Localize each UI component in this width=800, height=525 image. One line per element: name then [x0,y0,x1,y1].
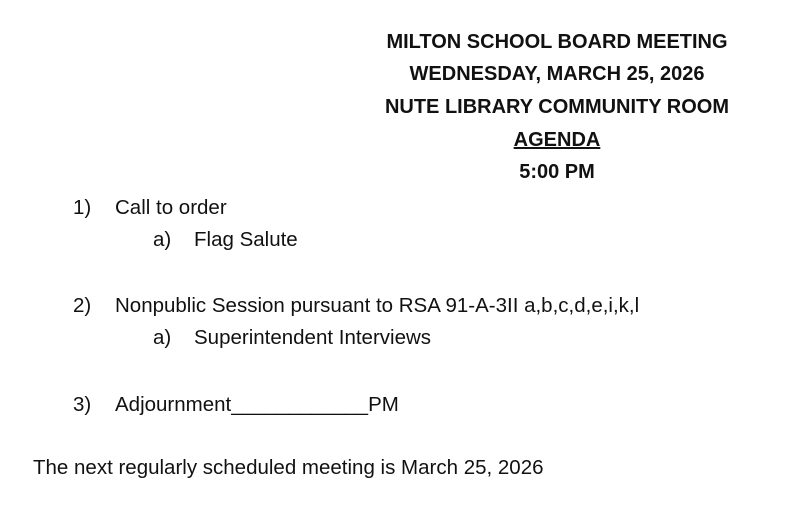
time-suffix: PM [368,393,399,416]
agenda-subitem-1a [153,227,298,253]
item-text: Adjournment [115,393,232,416]
adjournment-time-blank: ____________ [231,393,369,416]
agenda-item-2 [73,293,640,319]
agenda-label: AGENDA [513,129,601,151]
meeting-location: NUTE LIBRARY COMMUNITY ROOM [384,96,730,118]
subitem-text: Superintendent Interviews [194,326,432,349]
item-text-group [115,392,399,418]
meeting-title: MILTON SCHOOL BOARD MEETING [386,31,728,53]
subitem-letter: a) [153,326,172,349]
item-number: 1) [73,196,92,219]
agenda-subitem-2a [153,325,432,351]
next-meeting-note: The next regularly scheduled meeting is March 25, 2026 [33,456,544,479]
meeting-date: WEDNESDAY, MARCH 25, 2026 [409,63,705,85]
item-number: 2) [73,294,92,317]
subitem-letter: a) [153,228,172,251]
agenda-item-1 [73,195,227,221]
meeting-time: 5:00 PM [519,161,595,183]
agenda-heading [330,128,784,152]
agenda-item-3 [73,392,399,418]
item-text: Nonpublic Session pursuant to RSA 91-A-3II a,b,c,d,e,i,k,l [115,294,640,317]
subitem-text: Flag Salute [194,228,298,251]
item-number: 3) [73,393,92,416]
item-text: Call to order [115,196,227,219]
